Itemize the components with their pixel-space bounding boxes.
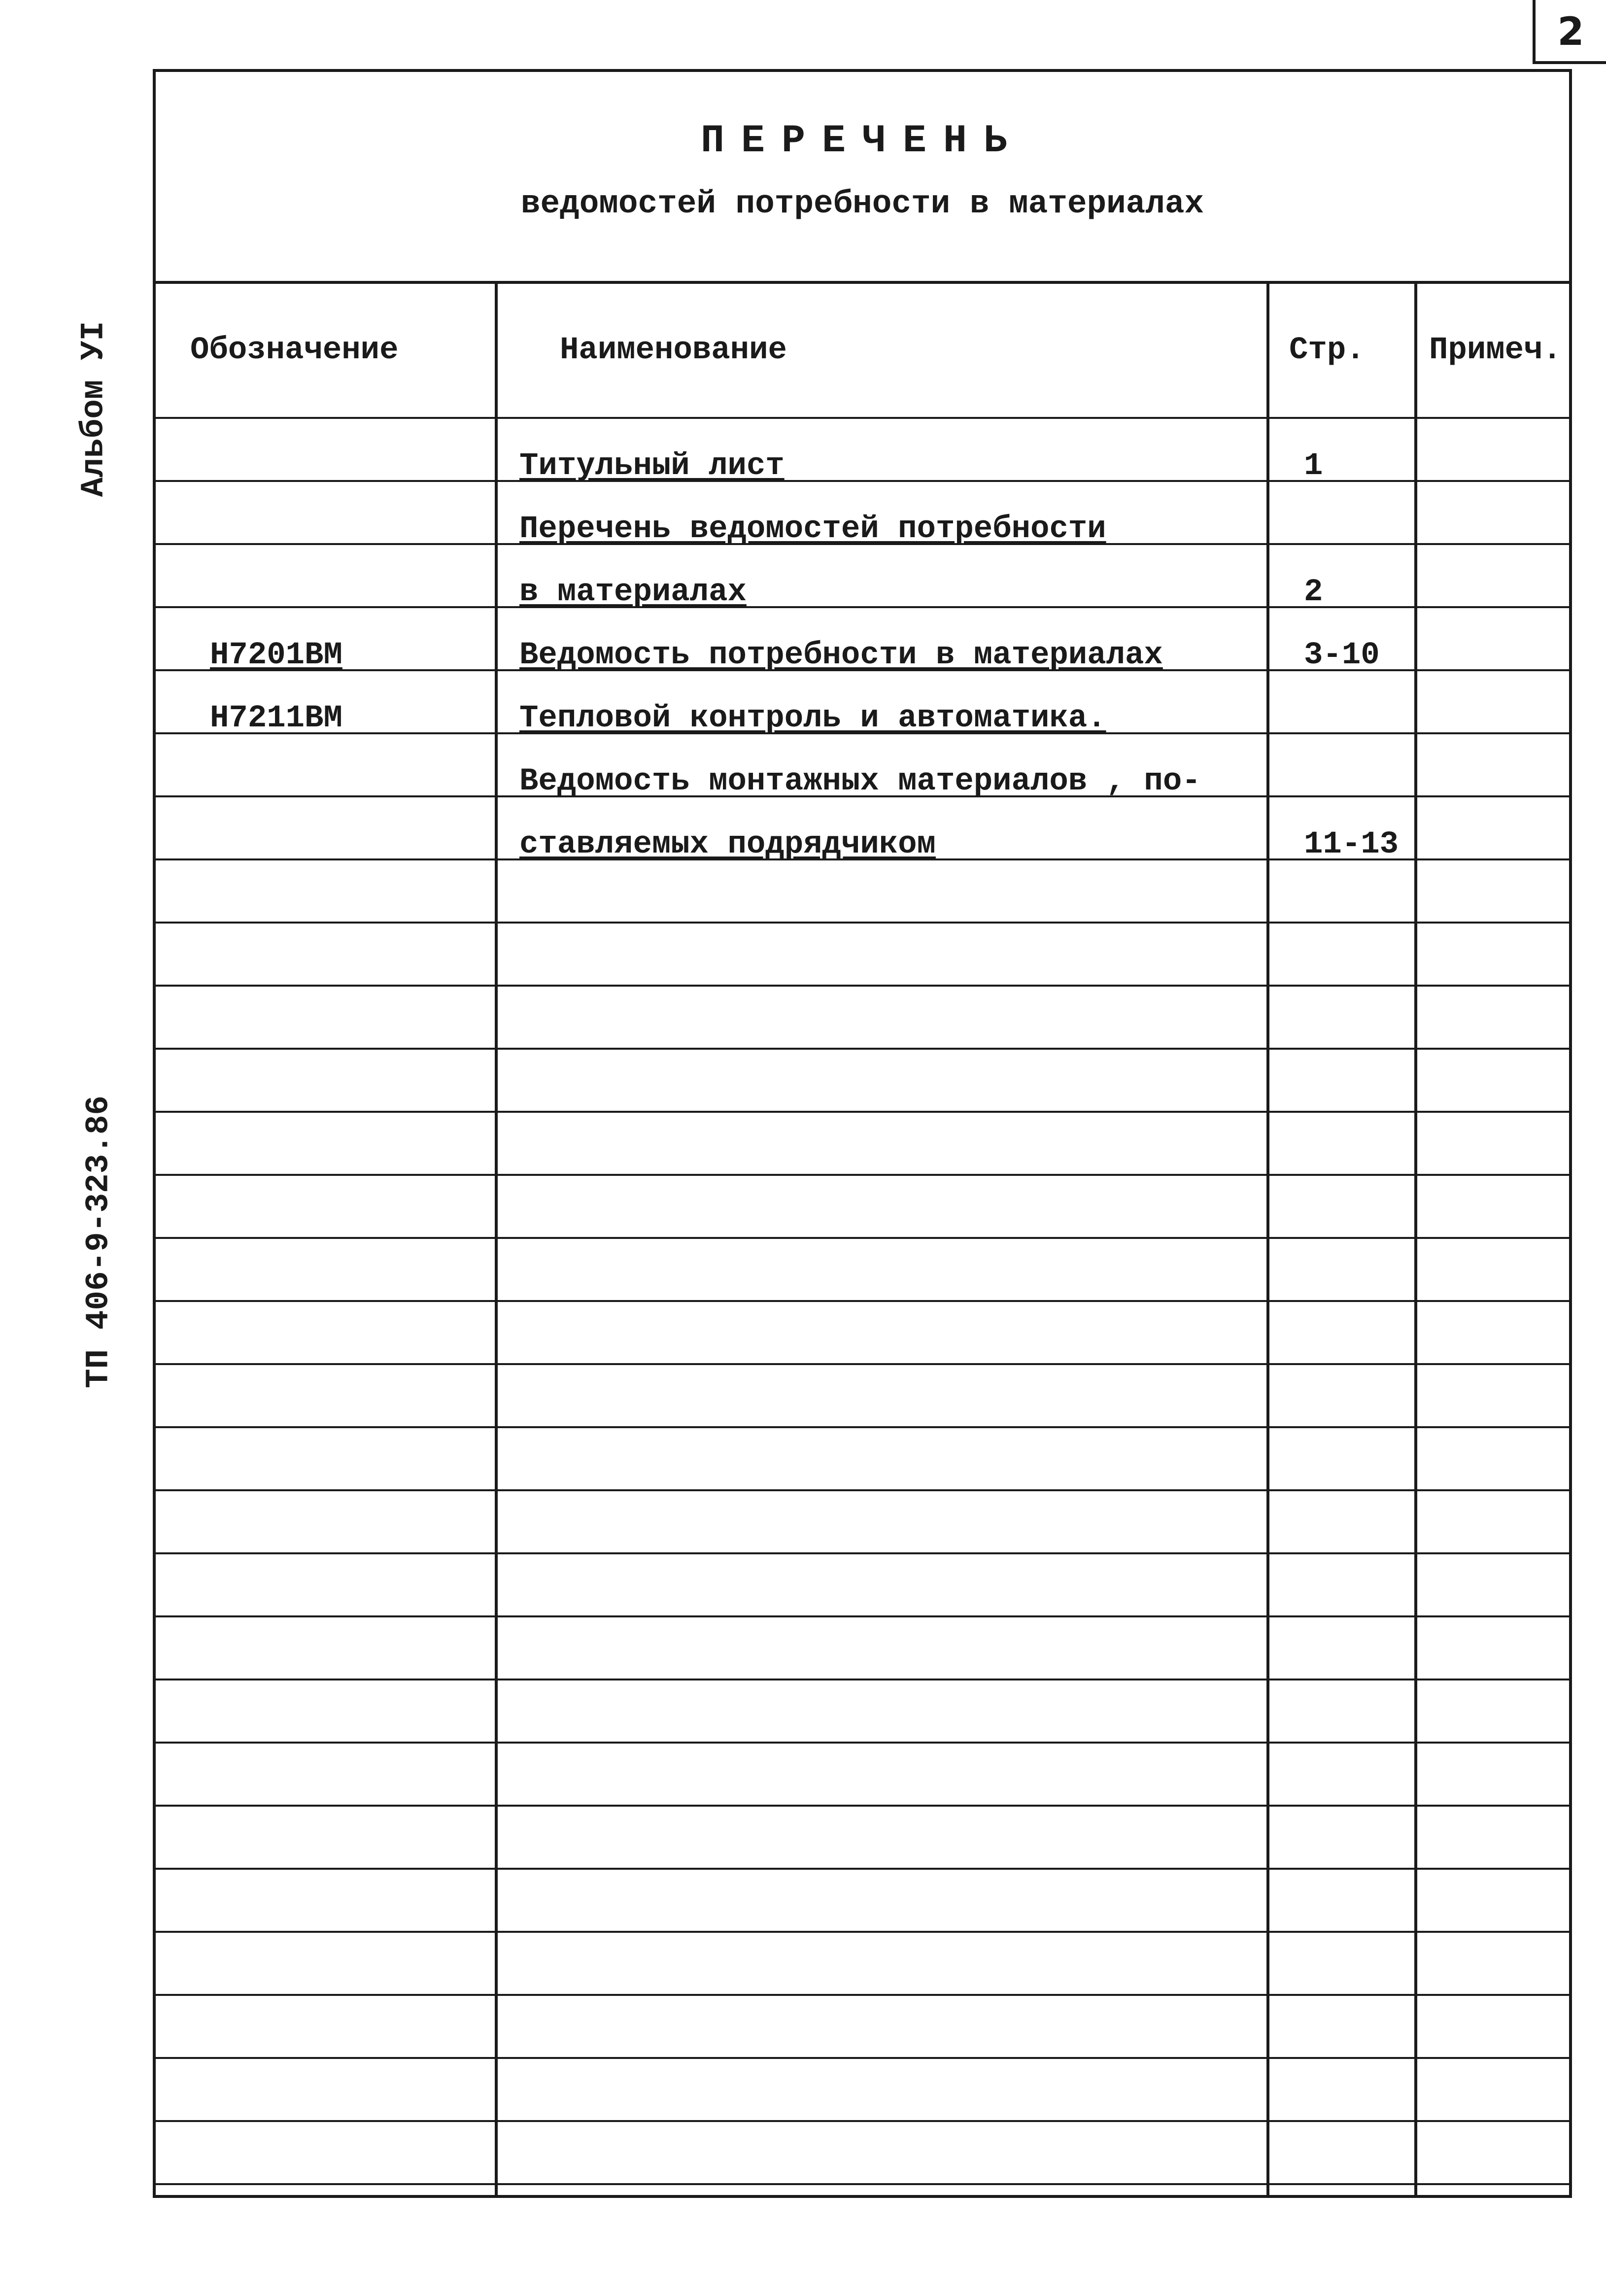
row-designation: Н7201ВМ <box>210 638 342 673</box>
document-title: ПЕРЕЧЕНЬ <box>700 119 1025 164</box>
row-rule <box>156 985 1569 987</box>
row-rule <box>156 2183 1569 2185</box>
table-header-block <box>156 72 1569 284</box>
row-rule <box>156 1111 1569 1113</box>
row-rule <box>156 1679 1569 1680</box>
album-label: Альбом УI <box>75 321 112 497</box>
row-rule <box>156 1426 1569 1428</box>
row-rule <box>156 1552 1569 1554</box>
column-header-page: Стр. <box>1289 333 1365 368</box>
row-name: ставляемых подрядчиком <box>519 827 936 862</box>
row-rule <box>156 1805 1569 1807</box>
row-rule <box>156 1931 1569 1933</box>
row-page <box>1304 675 1412 738</box>
row-designation <box>210 549 486 612</box>
row-rule <box>156 1742 1569 1744</box>
column-divider <box>1266 284 1269 2195</box>
row-name: Титульный лист <box>519 448 785 484</box>
row-rule <box>156 1237 1569 1239</box>
row-rule <box>156 1048 1569 1050</box>
row-rule <box>156 1363 1569 1365</box>
row-designation <box>210 423 486 486</box>
row-name: Ведомость потребности в материалах <box>519 638 1163 673</box>
row-name: Ведомость монтажных материалов , по- <box>519 764 1201 799</box>
row-page: 2 <box>1304 575 1323 610</box>
row-page: 1 <box>1304 448 1323 484</box>
row-rule <box>156 1994 1569 1996</box>
project-code-label: ТП 406-9-323.86 <box>80 1095 117 1389</box>
column-header-note: Примеч. <box>1429 333 1562 368</box>
row-name: Перечень ведомостей потребности <box>519 512 1106 547</box>
row-rule <box>156 2120 1569 2122</box>
row-rule <box>156 1174 1569 1176</box>
row-designation <box>210 738 486 801</box>
row-name: Тепловой контроль и автоматика. <box>519 701 1106 736</box>
row-rule <box>156 1868 1569 1870</box>
row-rule <box>156 2057 1569 2059</box>
column-header-name: Наименование <box>560 333 787 368</box>
row-rule <box>156 922 1569 924</box>
row-rule <box>156 1300 1569 1302</box>
row-page: 11-13 <box>1304 827 1399 862</box>
row-page <box>1304 486 1412 549</box>
page-number: 2 <box>1533 0 1606 64</box>
row-designation <box>210 486 486 549</box>
row-rule <box>156 1615 1569 1617</box>
column-divider <box>495 284 498 2195</box>
document-table <box>153 69 1572 2198</box>
row-page <box>1304 738 1412 801</box>
row-rule <box>156 417 1569 419</box>
document-subtitle: ведомостей потребности в материалах <box>520 185 1204 222</box>
column-divider <box>1414 284 1417 2195</box>
column-header-designation: Обозначение <box>190 333 399 368</box>
row-rule <box>156 1489 1569 1491</box>
row-designation <box>210 801 486 864</box>
row-name: в материалах <box>519 575 747 610</box>
row-page: 3-10 <box>1304 638 1380 673</box>
row-designation: Н7211ВМ <box>210 701 342 736</box>
